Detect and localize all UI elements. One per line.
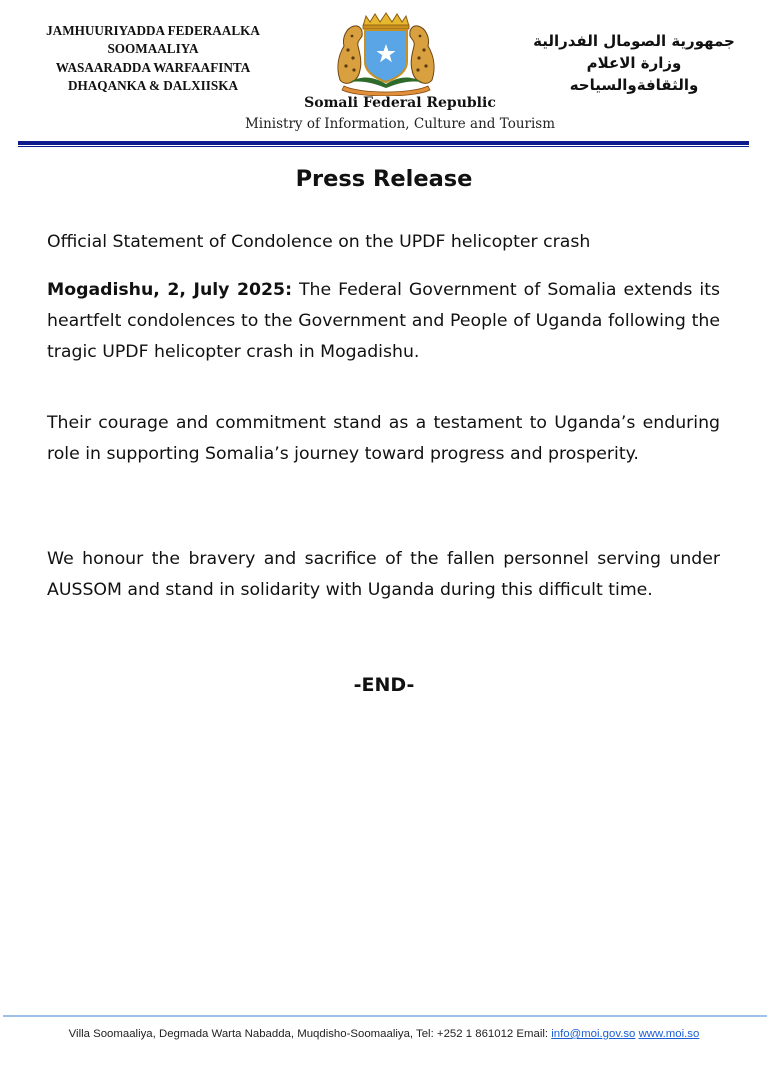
republic-name: Somali Federal Republic [304,95,496,111]
header-arabic-line: وزارة الاعلام [586,54,682,72]
footer-divider [3,1015,767,1017]
paragraph-text: The Federal Government of Somalia extends its heartfelt condolences to the Government and People of Uganda following the tragic UPDF helicopter crash in Mogadishu. [47,280,721,362]
header-arabic-line: والثقافةوالسياحه [569,76,699,94]
document-title: Press Release [295,166,473,192]
header-somali-line: WASAARADDA WARFAAFINTA [55,59,251,75]
header-somali-line: DHAQANKA & DALXIISKA [68,77,238,93]
document-subtitle: Official Statement of Condolence on the UPDF helicopter crash [47,232,591,252]
paragraph: We honour the bravery and sacrifice of the fallen personnel serving under AUSSOM and stand in solidarity with Uganda during this difficult time. [47,549,720,600]
header-somali-text [18,22,288,95]
email-link[interactable]: info@moi.gov.so [551,1028,636,1040]
header-somali-line: SOOMAALIYA [107,41,199,57]
footer-contact [0,1028,768,1040]
header-somali-line: JAMHUURIYADDA FEDERAALKA [46,23,260,38]
paragraph-dateline [47,275,720,368]
coat-of-arms-icon [330,10,442,96]
header-divider-thick [18,141,749,145]
paragraph: Their courage and commitment stand as a testament to Uganda’s enduring role in supporting Somalia’s journey toward progress and prosperity. [47,413,720,464]
end-mark: -END- [353,674,415,696]
header-divider-thin [18,146,749,147]
header-arabic-text [500,30,768,96]
dateline: Mogadishu, 2, July 2025: [47,280,292,300]
ministry-name: Ministry of Information, Culture and Tourism [244,116,556,132]
website-link[interactable]: www.moi.so [638,1028,700,1040]
header-arabic-line: جمهورية الصومال الفدرالية [533,32,735,50]
footer-address: Villa Soomaaliya, Degmada Warta Nabadda, Muqdisho-Soomaaliya, Tel: +252 1 861012 Email: [68,1028,552,1040]
